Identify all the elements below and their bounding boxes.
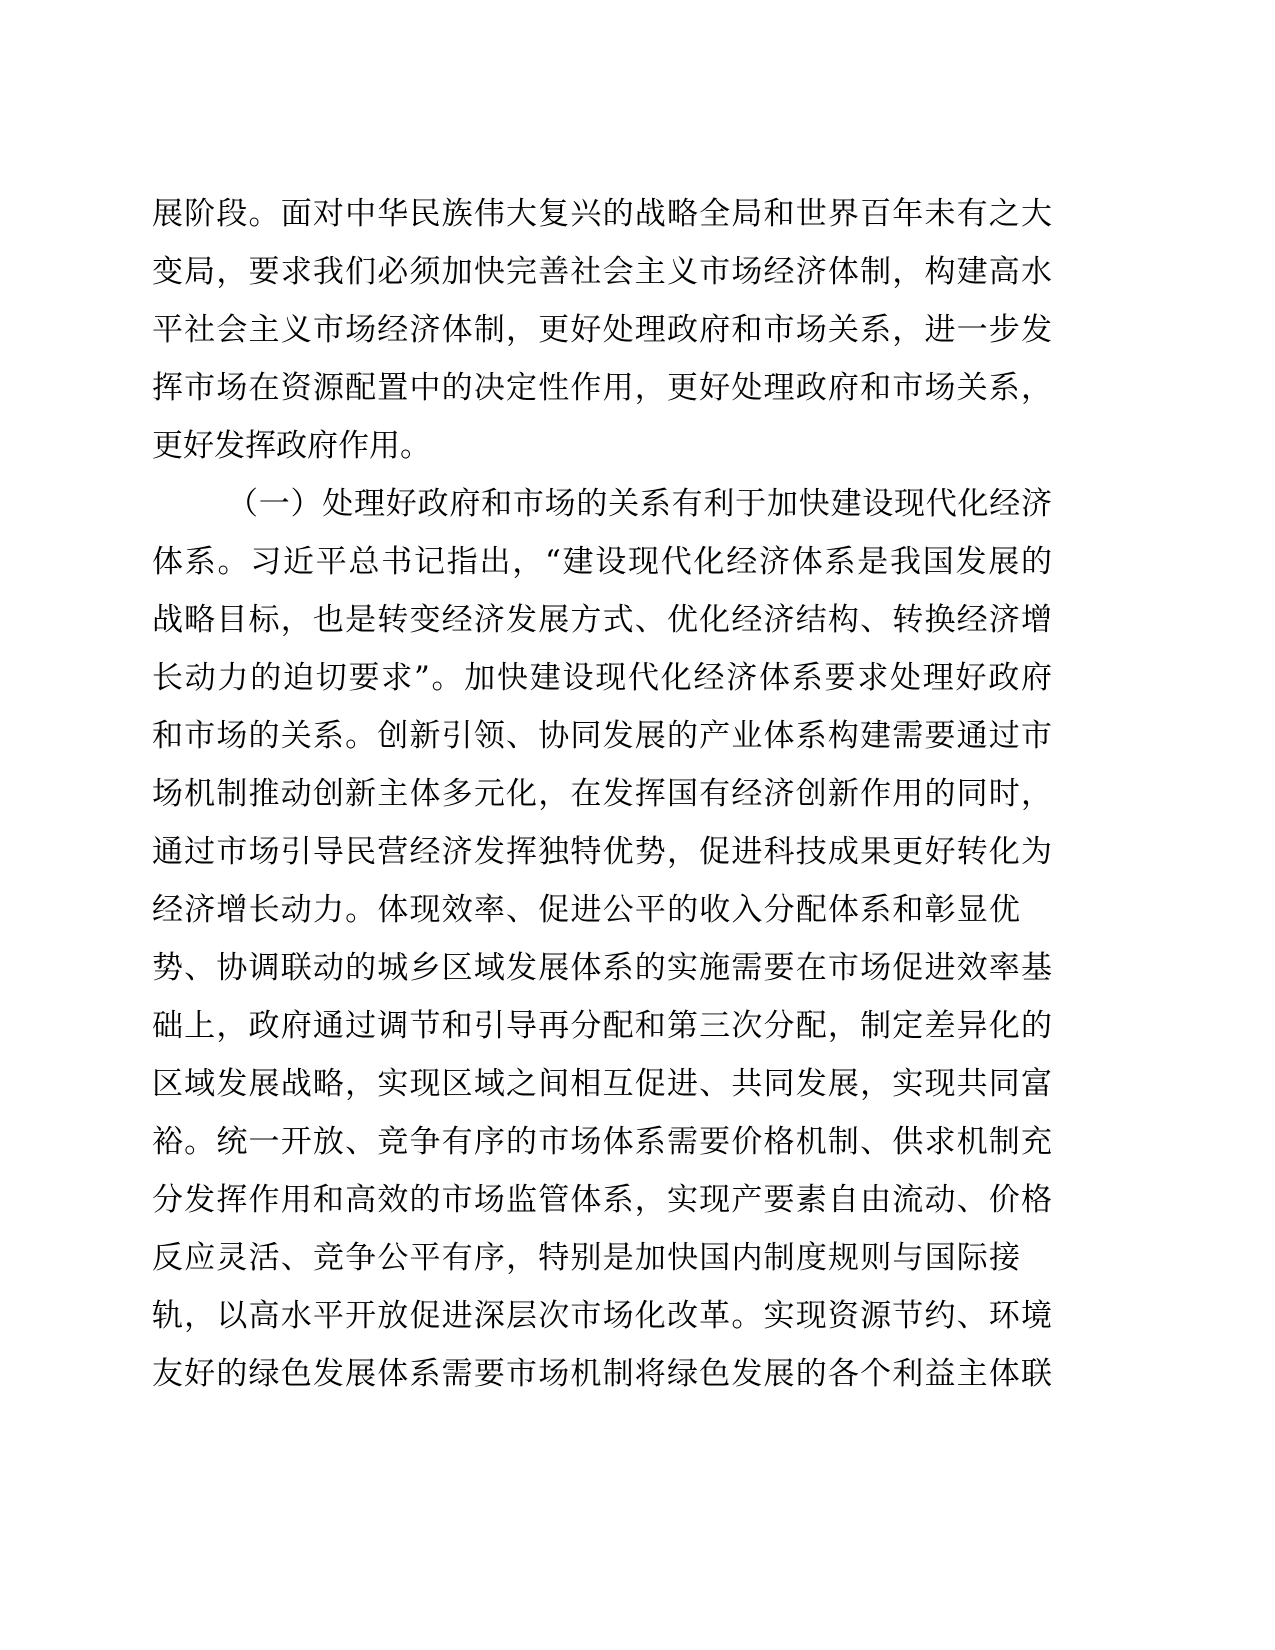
text-line: 和市场的关系。创新引领、协同发展的产业体系构建需要通过市 <box>152 718 1052 754</box>
text-line: 区域发展战略，实现区域之间相互促进、共同发展，实现共同富 <box>152 1066 1052 1102</box>
text-line: 场机制推动创新主体多元化，在发挥国有经济创新作用的同时， <box>152 776 1052 812</box>
body-text <box>152 185 1052 1403</box>
text-line: 长动力的迫切要求”。加快建设现代化经济体系要求处理好政府 <box>152 660 1052 696</box>
text-line: 势、协调联动的城乡区域发展体系的实施需要在市场促进效率基 <box>152 950 1052 986</box>
text-line: 更好发挥政府作用。 <box>152 428 431 464</box>
text-line: 体系。习近平总书记指出，“建设现代化经济体系是我国发展的 <box>152 544 1052 580</box>
text-line: 展阶段。面对中华民族伟大复兴的战略全局和世界百年未有之大 <box>152 196 1052 232</box>
text-line: 础上，政府通过调节和引导再分配和第三次分配，制定差异化的 <box>152 1008 1052 1044</box>
text-line: 通过市场引导民营经济发挥独特优势，促进科技成果更好转化为 <box>152 834 1052 870</box>
text-line: 挥市场在资源配置中的决定性作用，更好处理政府和市场关系， <box>152 370 1052 406</box>
text-line: 平社会主义市场经济体制，更好处理政府和市场关系，进一步发 <box>152 312 1052 348</box>
text-line: 裕。统一开放、竞争有序的市场体系需要价格机制、供求机制充 <box>152 1124 1052 1160</box>
text-line: 分发挥作用和高效的市场监管体系，实现产要素自由流动、价格 <box>152 1182 1052 1218</box>
text-line: 友好的绿色发展体系需要市场机制将绿色发展的各个利益主体联 <box>152 1356 1052 1392</box>
text-line: 经济增长动力。体现效率、促进公平的收入分配体系和彰显优 <box>152 892 1020 928</box>
text-line: 战略目标，也是转变经济发展方式、优化经济结构、转换经济增 <box>152 602 1052 638</box>
text-line: 反应灵活、竞争公平有序，特别是加快国内制度规则与国际接 <box>152 1240 1020 1276</box>
section-heading-line: （一）处理好政府和市场的关系有利于加快建设现代化经济 <box>227 486 1052 522</box>
text-line: 轨，以高水平开放促进深层次市场化改革。实现资源节约、环境 <box>152 1298 1052 1334</box>
text-line: 变局，要求我们必须加快完善社会主义市场经济体制，构建高水 <box>152 254 1052 290</box>
